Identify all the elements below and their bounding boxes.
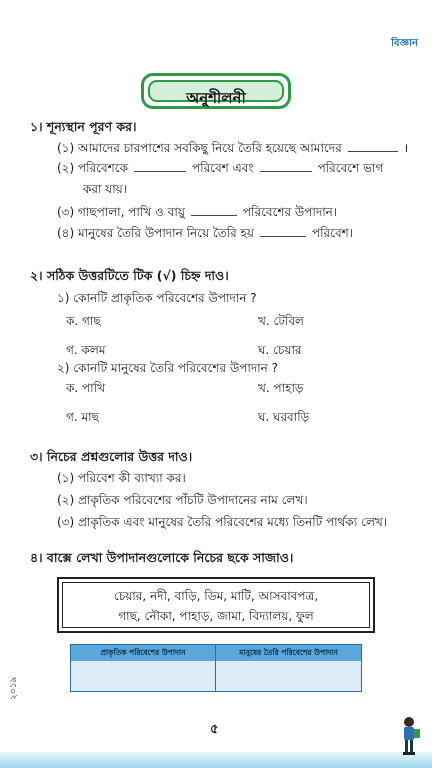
- word-line-2: গাছ, নৌকা, পাহাড়, জামা, বিদ্যালয়, ফুল: [118, 609, 314, 623]
- blank-line: [260, 226, 306, 237]
- blank-line: [191, 205, 237, 216]
- table-cell-manmade[interactable]: [216, 661, 361, 691]
- question-item-3: (৩) প্রাকৃতিক এবং মানুষের তৈরি পরিবেশের মধ্যে তিনটি পার্থক্য লেখ।: [57, 515, 388, 529]
- fill-item-3-text: (৩) গাছপালা, পাখি ও বায়ু: [57, 205, 185, 219]
- mcq-option[interactable]: গ. মাছ: [66, 410, 99, 424]
- student-illustration-icon: [396, 716, 422, 756]
- fill-item-1-text: (১) আমাদের চারপাশের সবকিছু নিয়ে তৈরি হয়েছে আমাদের: [57, 141, 342, 155]
- mcq-option[interactable]: ক. পাখি: [66, 381, 105, 395]
- fill-item-1-end: ।: [403, 141, 409, 155]
- table-cell-natural[interactable]: [71, 661, 215, 691]
- table-header-manmade: মানুষের তৈরি পরিবেশের উপাদান: [216, 645, 361, 661]
- fill-item-4-text: (৪) মানুষের তৈরি উপাদান নিয়ে তৈরি হয়: [57, 226, 254, 240]
- section-1-heading: ১। শূন্যস্থান পূরণ কর।: [30, 119, 137, 134]
- fill-item-2-text: (২) পরিবেশকে: [57, 161, 128, 175]
- page-number: ৫: [210, 722, 219, 737]
- blank-line: [134, 161, 186, 172]
- fill-item-2: [57, 160, 383, 180]
- section-4-heading: ৪। বাক্সে লেখা উপাদানগুলোকে নিচের ছকে সাজাও।: [30, 550, 294, 565]
- question-item-2: (২) প্রাকৃতিক পরিবেশের পাঁচটি উপাদানের নাম লেখ।: [57, 493, 308, 507]
- mcq-option[interactable]: গ. কলম: [66, 343, 106, 357]
- footer-band: [0, 752, 432, 768]
- mcq-question-2: ২) কোনটি মানুষের তৈরি পরিবেশের উপাদান ?: [57, 361, 278, 375]
- fill-item-3-end: পরিবেশের উপাদান।: [242, 205, 338, 219]
- mcq-option[interactable]: ঘ. চেয়ার: [258, 343, 302, 357]
- title-frame: [141, 73, 291, 109]
- word-box-inner: [62, 582, 370, 628]
- mcq-option[interactable]: ঘ. ঘরবাড়ি: [258, 410, 310, 424]
- mcq-question-1: ১) কোনটি প্রাকৃতিক পরিবেশের উপাদান ?: [57, 291, 257, 305]
- word-line-1: চেয়ার, নদী, বাড়ি, ডিম, মাটি, আসবাবপত্র,: [113, 589, 319, 603]
- section-2-heading: ২। সঠিক উত্তরটিতে টিক (√) চিহ্ন দাও।: [30, 268, 229, 283]
- mcq-option[interactable]: ক. গাছ: [66, 314, 101, 328]
- word-box: [57, 577, 375, 633]
- fill-item-2-end: পরিবেশে ভাগ: [317, 161, 384, 175]
- fill-item-2-cont: করা যায়।: [83, 182, 128, 196]
- mcq-option[interactable]: খ. টেবিল: [258, 314, 304, 328]
- section-3-heading: ৩। নিচের প্রশ্নগুলোর উত্তর দাও।: [30, 449, 193, 464]
- page-title: অনুশীলনী: [186, 89, 246, 107]
- table-divider: [215, 645, 216, 691]
- blank-line: [260, 161, 312, 172]
- blank-line: [348, 141, 398, 152]
- question-item-1: (১) পরিবেশ কী ব্যাখ্যা কর।: [57, 471, 186, 485]
- subject-label: বিজ্ঞান: [391, 38, 418, 49]
- fill-item-3: [57, 204, 337, 224]
- title-inner-frame: [148, 80, 284, 107]
- mcq-option[interactable]: খ. পাহাড়: [258, 381, 304, 395]
- fill-item-1: [57, 139, 408, 160]
- fill-item-4-end: পরিবেশ।: [311, 226, 354, 240]
- table-header-natural: প্রাকৃতিক পরিবেশের উপাদান: [71, 645, 215, 661]
- fill-item-4: [57, 225, 353, 245]
- fill-item-2-mid: পরিবেশ এবং: [191, 161, 254, 175]
- year-label: ২০১৯: [9, 676, 19, 700]
- sorting-table: [70, 644, 362, 692]
